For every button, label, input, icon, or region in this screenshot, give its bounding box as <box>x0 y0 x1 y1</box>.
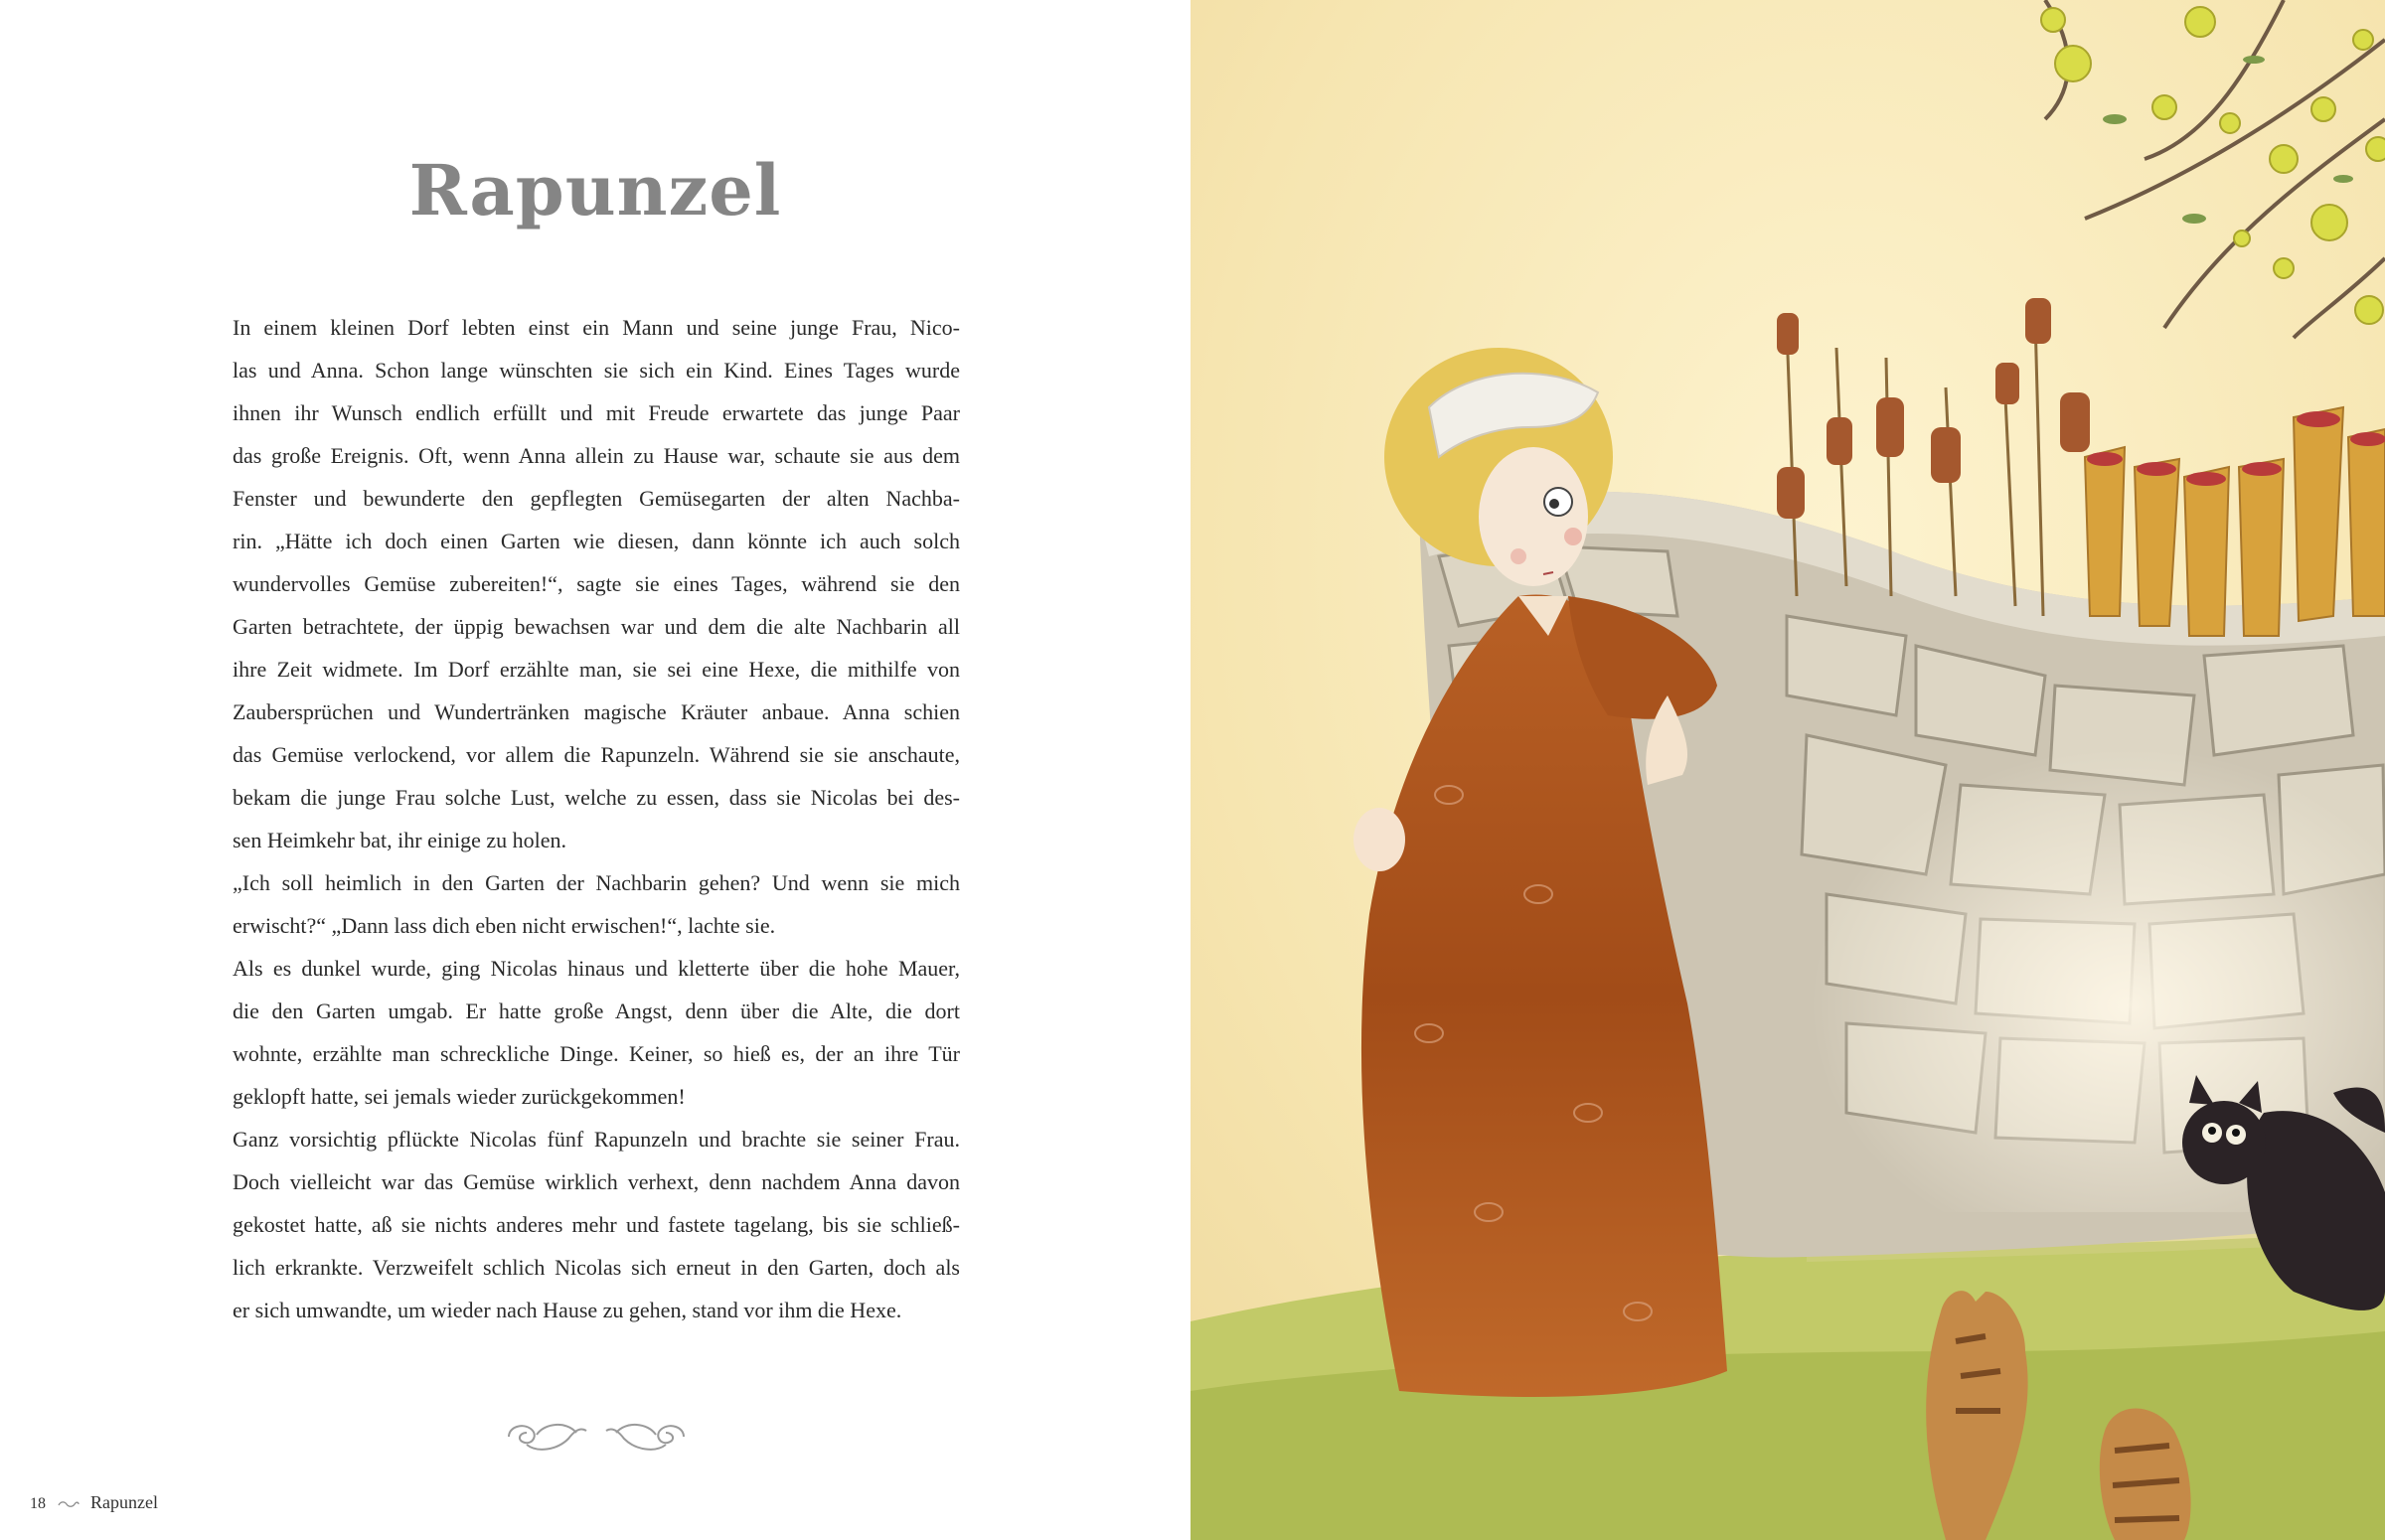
running-title: Rapunzel <box>90 1492 158 1512</box>
text-line: das große Ereignis. Oft, wenn Anna allein zu Hause war, schaute sie aus dem <box>233 443 960 468</box>
text-line: Fenster und bewunderte den gepflegten Gemüsegarten der alten Nachba- <box>233 486 960 511</box>
text-line: „Ich soll heimlich in den Garten der Nachbarin gehen? Und wenn sie mich <box>233 870 960 895</box>
text-line: rin. „Hätte ich doch einen Garten wie diesen, dann könnte ich auch solch <box>233 529 960 553</box>
page-footer <box>30 1492 158 1513</box>
text-line: wundervolles Gemüse zubereiten!“, sagte sie eines Tages, während sie den <box>233 571 960 596</box>
text-line: Doch vielleicht war das Gemüse wirklich verhext, denn nachdem Anna davon <box>233 1169 960 1194</box>
text-line: das Gemüse verlockend, vor allem die Rapunzeln. Während sie sie anschaute, <box>233 742 960 767</box>
page-number: 18 <box>30 1495 46 1512</box>
text-line: Garten betrachtete, der üppig bewachsen war und dem die alte Nachbarin all <box>233 614 960 639</box>
left-page <box>0 0 1191 1540</box>
text-line: Zaubersprüchen und Wundertränken magische Kräuter anbaue. Anna schien <box>233 699 960 724</box>
text-line: wohnte, erzählte man schreckliche Dinge. Keiner, so hieß es, der an ihre Tür <box>233 1041 960 1066</box>
text-line: Ganz vorsichtig pflückte Nicolas fünf Rapunzeln und brachte sie seiner Frau. <box>233 1127 960 1152</box>
story-text <box>233 306 960 1331</box>
page-title: Rapunzel <box>408 149 782 231</box>
text-line: gekostet hatte, aß sie nichts anderes mehr und fastete tagelang, bis sie schließ- <box>233 1212 960 1237</box>
text-line: bekam die junge Frau solche Lust, welche zu essen, dass sie Nicolas bei des- <box>233 785 960 810</box>
text-line: In einem kleinen Dorf lebten einst ein Mann und seine junge Frau, Nico- <box>233 315 960 340</box>
text-line: ihnen ihr Wunsch endlich erfüllt und mit Freude erwartete das junge Paar <box>233 400 960 425</box>
text-line: las und Anna. Schon lange wünschten sie sich ein Kind. Eines Tages wurde <box>233 358 960 383</box>
text-line: er sich umwandte, um wieder nach Hause zu gehen, stand vor ihm die Hexe. <box>233 1298 902 1322</box>
text-line: lich erkrankte. Verzweifelt schlich Nicolas sich erneut in den Garten, doch als <box>233 1255 960 1280</box>
text-line: Als es dunkel wurde, ging Nicolas hinaus und kletterte über die hohe Mauer, <box>233 956 960 981</box>
text-line: erwischt?“ „Dann lass dich eben nicht erwischen!“, lachte sie. <box>233 913 776 938</box>
illustration-page <box>1191 0 2385 1540</box>
text-line: die den Garten umgab. Er hatte große Angst, denn über die Alte, die dort <box>233 999 960 1023</box>
illustration <box>1191 0 2385 1540</box>
text-line: geklopft hatte, sei jemals wieder zurückgekommen! <box>233 1084 686 1109</box>
text-line: ihre Zeit widmete. Im Dorf erzählte man, sie sei eine Hexe, die mithilfe von <box>233 657 960 682</box>
text-line: sen Heimkehr bat, ihr einige zu holen. <box>233 828 567 852</box>
mini-flourish-icon <box>57 1499 80 1509</box>
flourish-ornament-icon <box>497 1409 696 1459</box>
